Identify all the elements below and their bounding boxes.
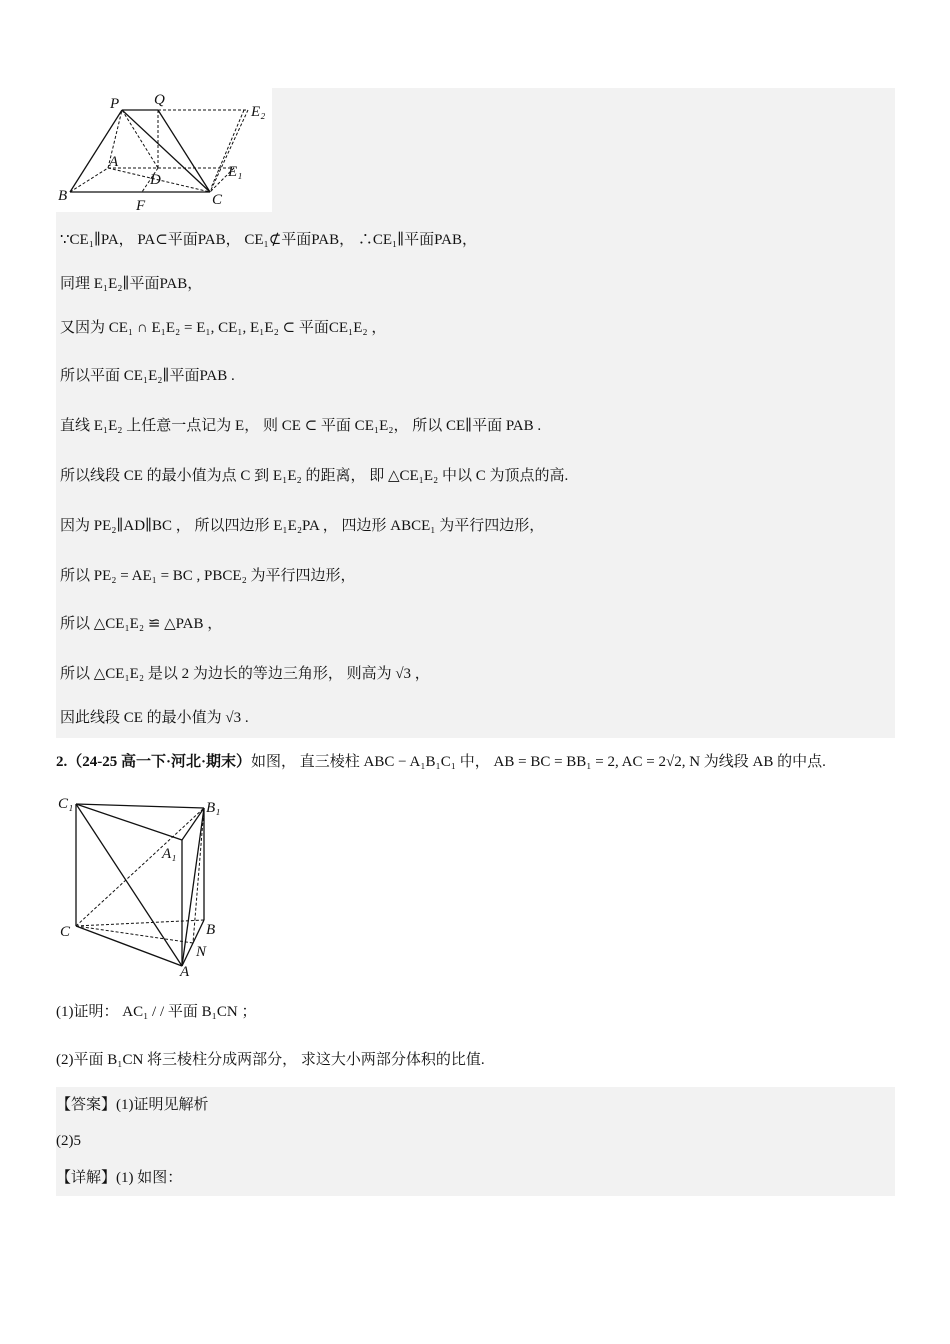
problem-number: 2. bbox=[56, 754, 68, 770]
problem-2-part-2: (2)平面 B₁CN 将三棱柱分成两部分， 求这大小两部分体积的比值. bbox=[56, 1052, 485, 1068]
label-F: F bbox=[136, 198, 146, 212]
label-E2: E₂ bbox=[251, 104, 266, 120]
label-B: B bbox=[58, 188, 68, 204]
solution-line: 所以线段 CE 的最小值为点 C 到 E₁E₂ 的距离， 即 △CE₁E₂ 中以 C 为顶点的高. bbox=[60, 468, 569, 484]
label-D: D bbox=[150, 172, 161, 188]
label-A: A bbox=[180, 964, 190, 980]
solution-line: ∵CE₁∥PA， PA⊂平面PAB， CE₁⊄平面PAB， ∴CE₁∥平面PAB， bbox=[60, 232, 477, 248]
label-C: C bbox=[212, 192, 223, 208]
answer-label: 【答案】(1)证明见解析 bbox=[56, 1097, 209, 1113]
solution-line: 所以 △CE₁E₂ 是以 2 为边长的等边三角形， 则高为 √3 ， bbox=[60, 666, 430, 682]
solution-line: 因此线段 CE 的最小值为 √3 . bbox=[60, 710, 249, 726]
label-C1: C₁ bbox=[58, 796, 74, 812]
answer-part-2: (2)5 bbox=[56, 1133, 81, 1149]
figure-triangular-prism bbox=[56, 790, 236, 980]
solution-line: 所以平面 CE₁E₂∥平面PAB . bbox=[60, 368, 235, 384]
label-B1: B₁ bbox=[206, 800, 221, 816]
solution-line: 所以 PE₂ = AE₁ = BC , PBCE₂ 为平行四边形， bbox=[60, 568, 356, 584]
problem-text: 如图， 直三棱柱 ABC − A₁B₁C₁ 中， AB = BC = BB₁ = 2, AC = 2√2, N 为线段 AB 的中点. bbox=[251, 754, 826, 770]
label-A1: A₁ bbox=[162, 846, 177, 862]
detail-label: 【详解】(1) 如图： bbox=[56, 1170, 183, 1186]
label-A: A bbox=[109, 154, 119, 170]
solution-line: 同理 E₁E₂∥平面PAB， bbox=[60, 276, 203, 292]
label-Q: Q bbox=[154, 92, 165, 108]
solution-line: 因为 PE₂∥AD∥BC ， 所以四边形 E₁E₂PA ， 四边形 ABCE₁ 为平行四边形， bbox=[60, 518, 545, 534]
problem-2-part-1: (1)证明： AC₁ / / 平面 B₁CN ； bbox=[56, 1004, 257, 1020]
label-B: B bbox=[206, 922, 216, 938]
label-E1: E₁ bbox=[228, 164, 243, 180]
solution-line: 又因为 CE₁ ∩ E₁E₂ = E₁, CE₁, E₁E₂ ⊂ 平面CE₁E₂ ， bbox=[60, 320, 387, 336]
solution-line: 直线 E₁E₂ 上任意一点记为 E， 则 CE ⊂ 平面 CE₁E₂， 所以 CE∥平面 PAB . bbox=[60, 418, 542, 434]
figure-prism-pyramid bbox=[56, 88, 272, 212]
label-C: C bbox=[60, 924, 71, 940]
problem-source: （24-25 高一下·河北·期末） bbox=[67, 754, 252, 770]
solution-line: 所以 △CE₁E₂ ≌ △PAB ， bbox=[60, 616, 223, 632]
problem-2-statement bbox=[56, 752, 826, 772]
label-P: P bbox=[110, 96, 120, 112]
label-N: N bbox=[196, 944, 207, 960]
